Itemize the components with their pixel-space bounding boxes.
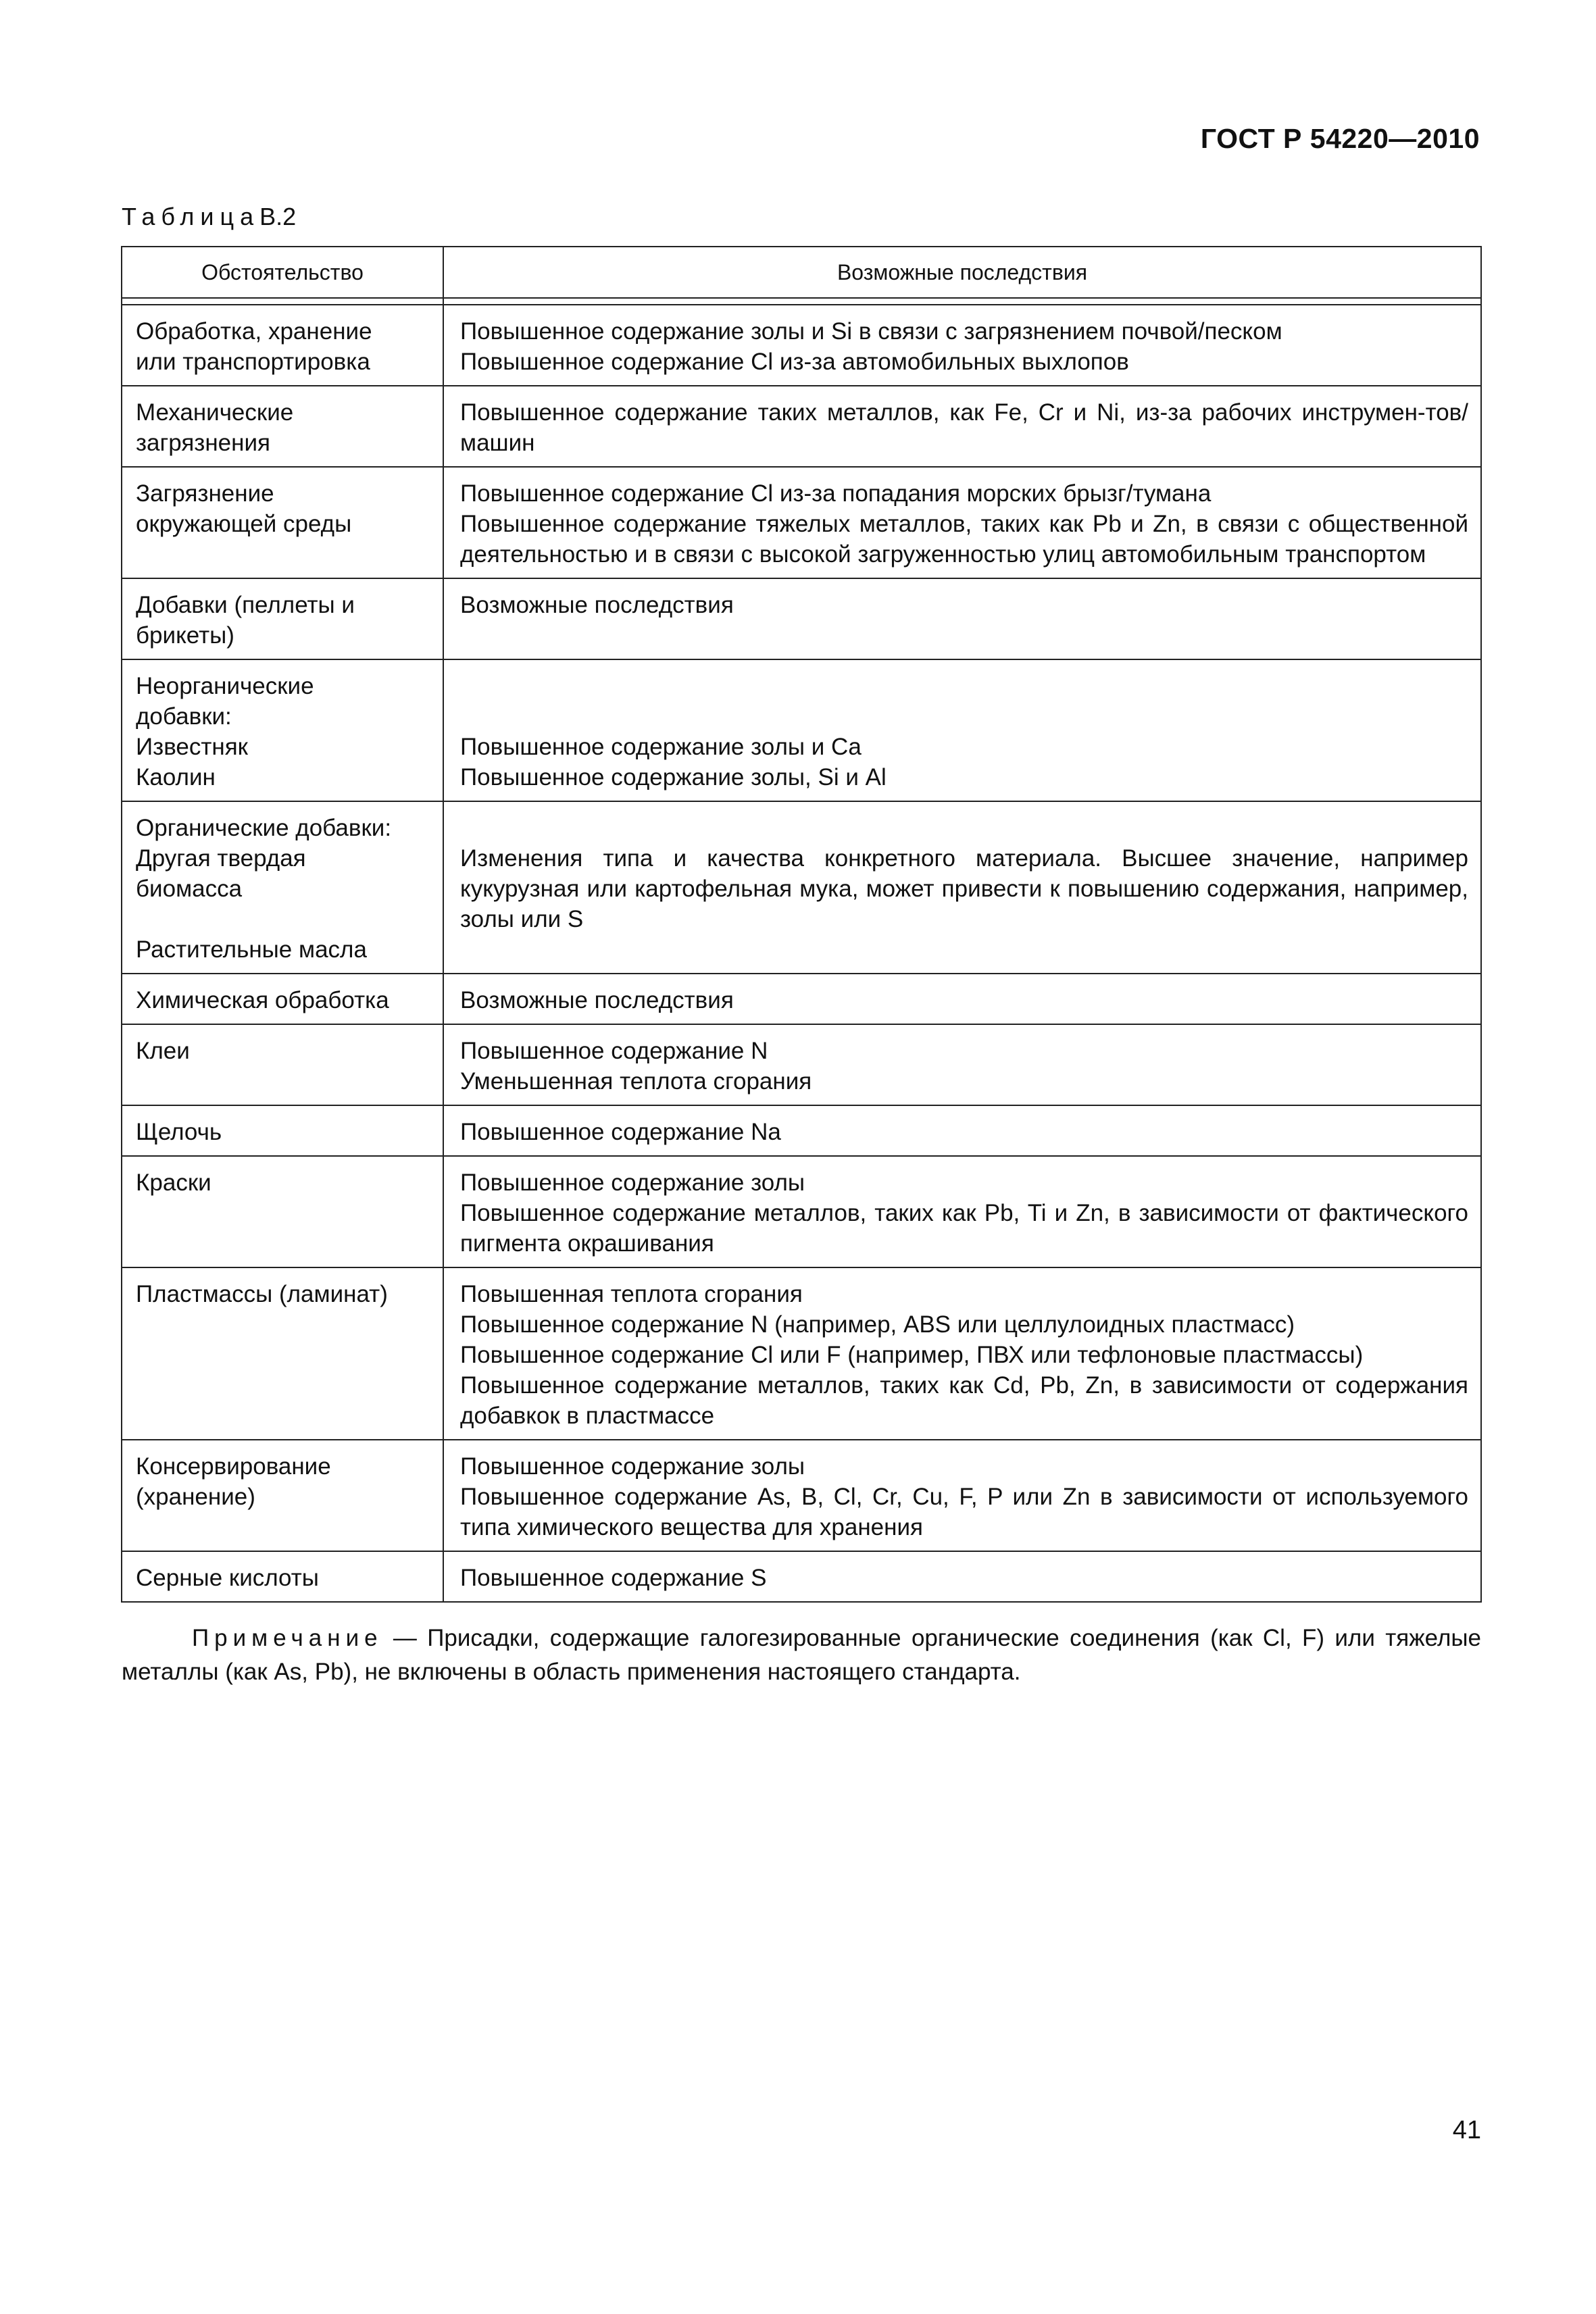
circumstance-line: Каолин [136,764,216,790]
document-code: ГОСТ Р 54220—2010 [1200,123,1480,154]
consequence-line: Повышенная теплота сгорания [460,1281,803,1307]
consequence-line: Повышенное содержание Cl или F (например, ПВХ или тефлоновые пластмассы) [460,1342,1364,1368]
circumstance-cell [122,974,443,1024]
circumstance-line: или транспортировка [136,349,370,375]
circumstance-line: брикеты) [136,622,234,649]
consequences-cell [443,1024,1481,1105]
consequence-line: Повышенное содержание S [460,1565,767,1591]
consequence-line: Изменения типа и качества конкретного материала. Высшее значение, например кукурузная или картофельная мука, может привести к повышению содержания, например, золы или S [460,845,1468,932]
consequence-line: Повышенное содержание N (например, ABS или целлулоидных пластмасс) [460,1311,1295,1338]
circumstance-cell [122,801,443,974]
consequences-cell [443,1105,1481,1156]
circumstance-line: Щелочь [136,1119,222,1145]
circumstance-cell [122,659,443,801]
table-row [122,305,1481,386]
circumstance-cell [122,1551,443,1602]
circumstance-line [136,904,429,934]
consequence-line: Уменьшенная теплота сгорания [460,1068,812,1095]
table-caption-number: В.2 [259,203,297,230]
consequence-line [460,671,1468,701]
table-row [122,659,1481,801]
consequences-cell [443,1551,1481,1602]
table-row [122,386,1481,467]
consequence-line: Повышенное содержание золы [460,1453,805,1480]
circumstance-line: Серные кислоты [136,1565,319,1591]
circumstance-line: Органические добавки: [136,815,392,841]
circumstance-line: биомасса [136,876,243,902]
consequence-line: Возможные последствия [460,987,734,1013]
circumstance-cell [122,1024,443,1105]
consequence-line: Повышенное содержание As, B, Cl, Cr, Cu, F, P или Zn в зависимости от используемого типа химического вещества для хранения [460,1484,1468,1540]
circumstance-line: добавки: [136,703,232,730]
circumstance-line: Клеи [136,1038,190,1064]
circumstance-line: Добавки (пеллеты и [136,592,355,618]
circumstance-line: Известняк [136,734,248,760]
consequences-cell [443,801,1481,974]
consequence-line: Повышенное содержание металлов, таких как Pb, Ti и Zn, в зависимости от фактического пигмента окрашивания [460,1200,1468,1257]
consequence-line: Повышенное содержание таких металлов, как Fe, Cr и Ni, из-за рабочих инструмен-тов/машин [460,399,1468,456]
circumstance-line: Загрязнение [136,480,274,507]
consequence-line: Повышенное содержание Cl из-за попадания морских брызг/тумана [460,480,1212,507]
consequence-line: Повышенное содержание металлов, таких как Cd, Pb, Zn, в зависимости от содержания добавкок в пластмассе [460,1372,1468,1429]
table-row [122,1440,1481,1551]
table-body [122,298,1481,1602]
circumstance-line: Неорганические [136,673,314,699]
column-header-consequences: Возможные последствия [443,247,1481,298]
consequences-cell [443,1440,1481,1551]
circumstance-cell [122,1105,443,1156]
consequence-line: Повышенное содержание Cl из-за автомобильных выхлопов [460,349,1129,375]
table-row [122,1156,1481,1267]
table-caption [122,203,296,231]
consequences-cell [443,305,1481,386]
circumstance-cell [122,1440,443,1551]
circumstance-cell [122,1156,443,1267]
circumstance-line: (хранение) [136,1484,255,1510]
circumstance-line: Обработка, хранение [136,318,372,345]
circumstance-cell [122,1267,443,1440]
circumstance-line: Другая твердая [136,845,306,872]
table-caption-label: Таблица [122,203,260,230]
consequences-cell [443,467,1481,578]
circumstance-line: Растительные масла [136,936,367,963]
page-number: 41 [1452,2116,1481,2144]
circumstance-cell [122,386,443,467]
table-row [122,467,1481,578]
column-header-circumstance: Обстоятельство [122,247,443,298]
consequence-line: Возможные последствия [460,592,734,618]
consequence-line: Повышенное содержание тяжелых металлов, таких как Pb и Zn, в связи с общественной деятельностью и в связи с высокой загруженностью улиц автомобильным транспортом [460,511,1468,568]
table-row [122,1024,1481,1105]
table-row [122,578,1481,659]
circumstance-line: Механические [136,399,294,426]
consequences-cell [443,974,1481,1024]
consequence-line: Повышенное содержание золы и Ca [460,734,862,760]
consequences-cell [443,659,1481,801]
consequence-line: Повышенное содержание Na [460,1119,781,1145]
circumstance-cell [122,578,443,659]
table-header-row [122,247,1481,298]
table-row [122,1267,1481,1440]
consequence-line: Повышенное содержание золы и Si в связи с загрязнением почвой/песком [460,318,1282,345]
note-label: Примечание [192,1625,383,1651]
circumstance-line: окружающей среды [136,511,352,537]
consequence-line: Повышенное содержание N [460,1038,768,1064]
consequences-cell [443,1267,1481,1440]
table-row [122,974,1481,1024]
consequences-cell [443,1156,1481,1267]
header-separator [122,298,1481,305]
consequence-line [460,813,1468,843]
table-note [122,1621,1481,1689]
consequences-cell [443,386,1481,467]
circumstance-cell [122,467,443,578]
circumstance-line: Консервирование [136,1453,331,1480]
table-row [122,801,1481,974]
table-row [122,1105,1481,1156]
circumstance-line: Химическая обработка [136,987,389,1013]
table-row [122,1551,1481,1602]
consequences-table [121,246,1482,1603]
circumstance-line: Краски [136,1169,211,1196]
consequence-line: Повышенное содержание золы [460,1169,805,1196]
consequence-line [460,701,1468,732]
circumstance-cell [122,305,443,386]
consequences-cell [443,578,1481,659]
circumstance-line: загрязнения [136,430,270,456]
note-text: — Присадки, содержащие галогезированные органические соединения (как Cl, F) или тяжелые металлы (как As, Pb), не включены в область применения настоящего стандарта. [122,1625,1481,1685]
consequence-line: Повышенное содержание золы, Si и Al [460,764,887,790]
circumstance-line: Пластмассы (ламинат) [136,1281,388,1307]
